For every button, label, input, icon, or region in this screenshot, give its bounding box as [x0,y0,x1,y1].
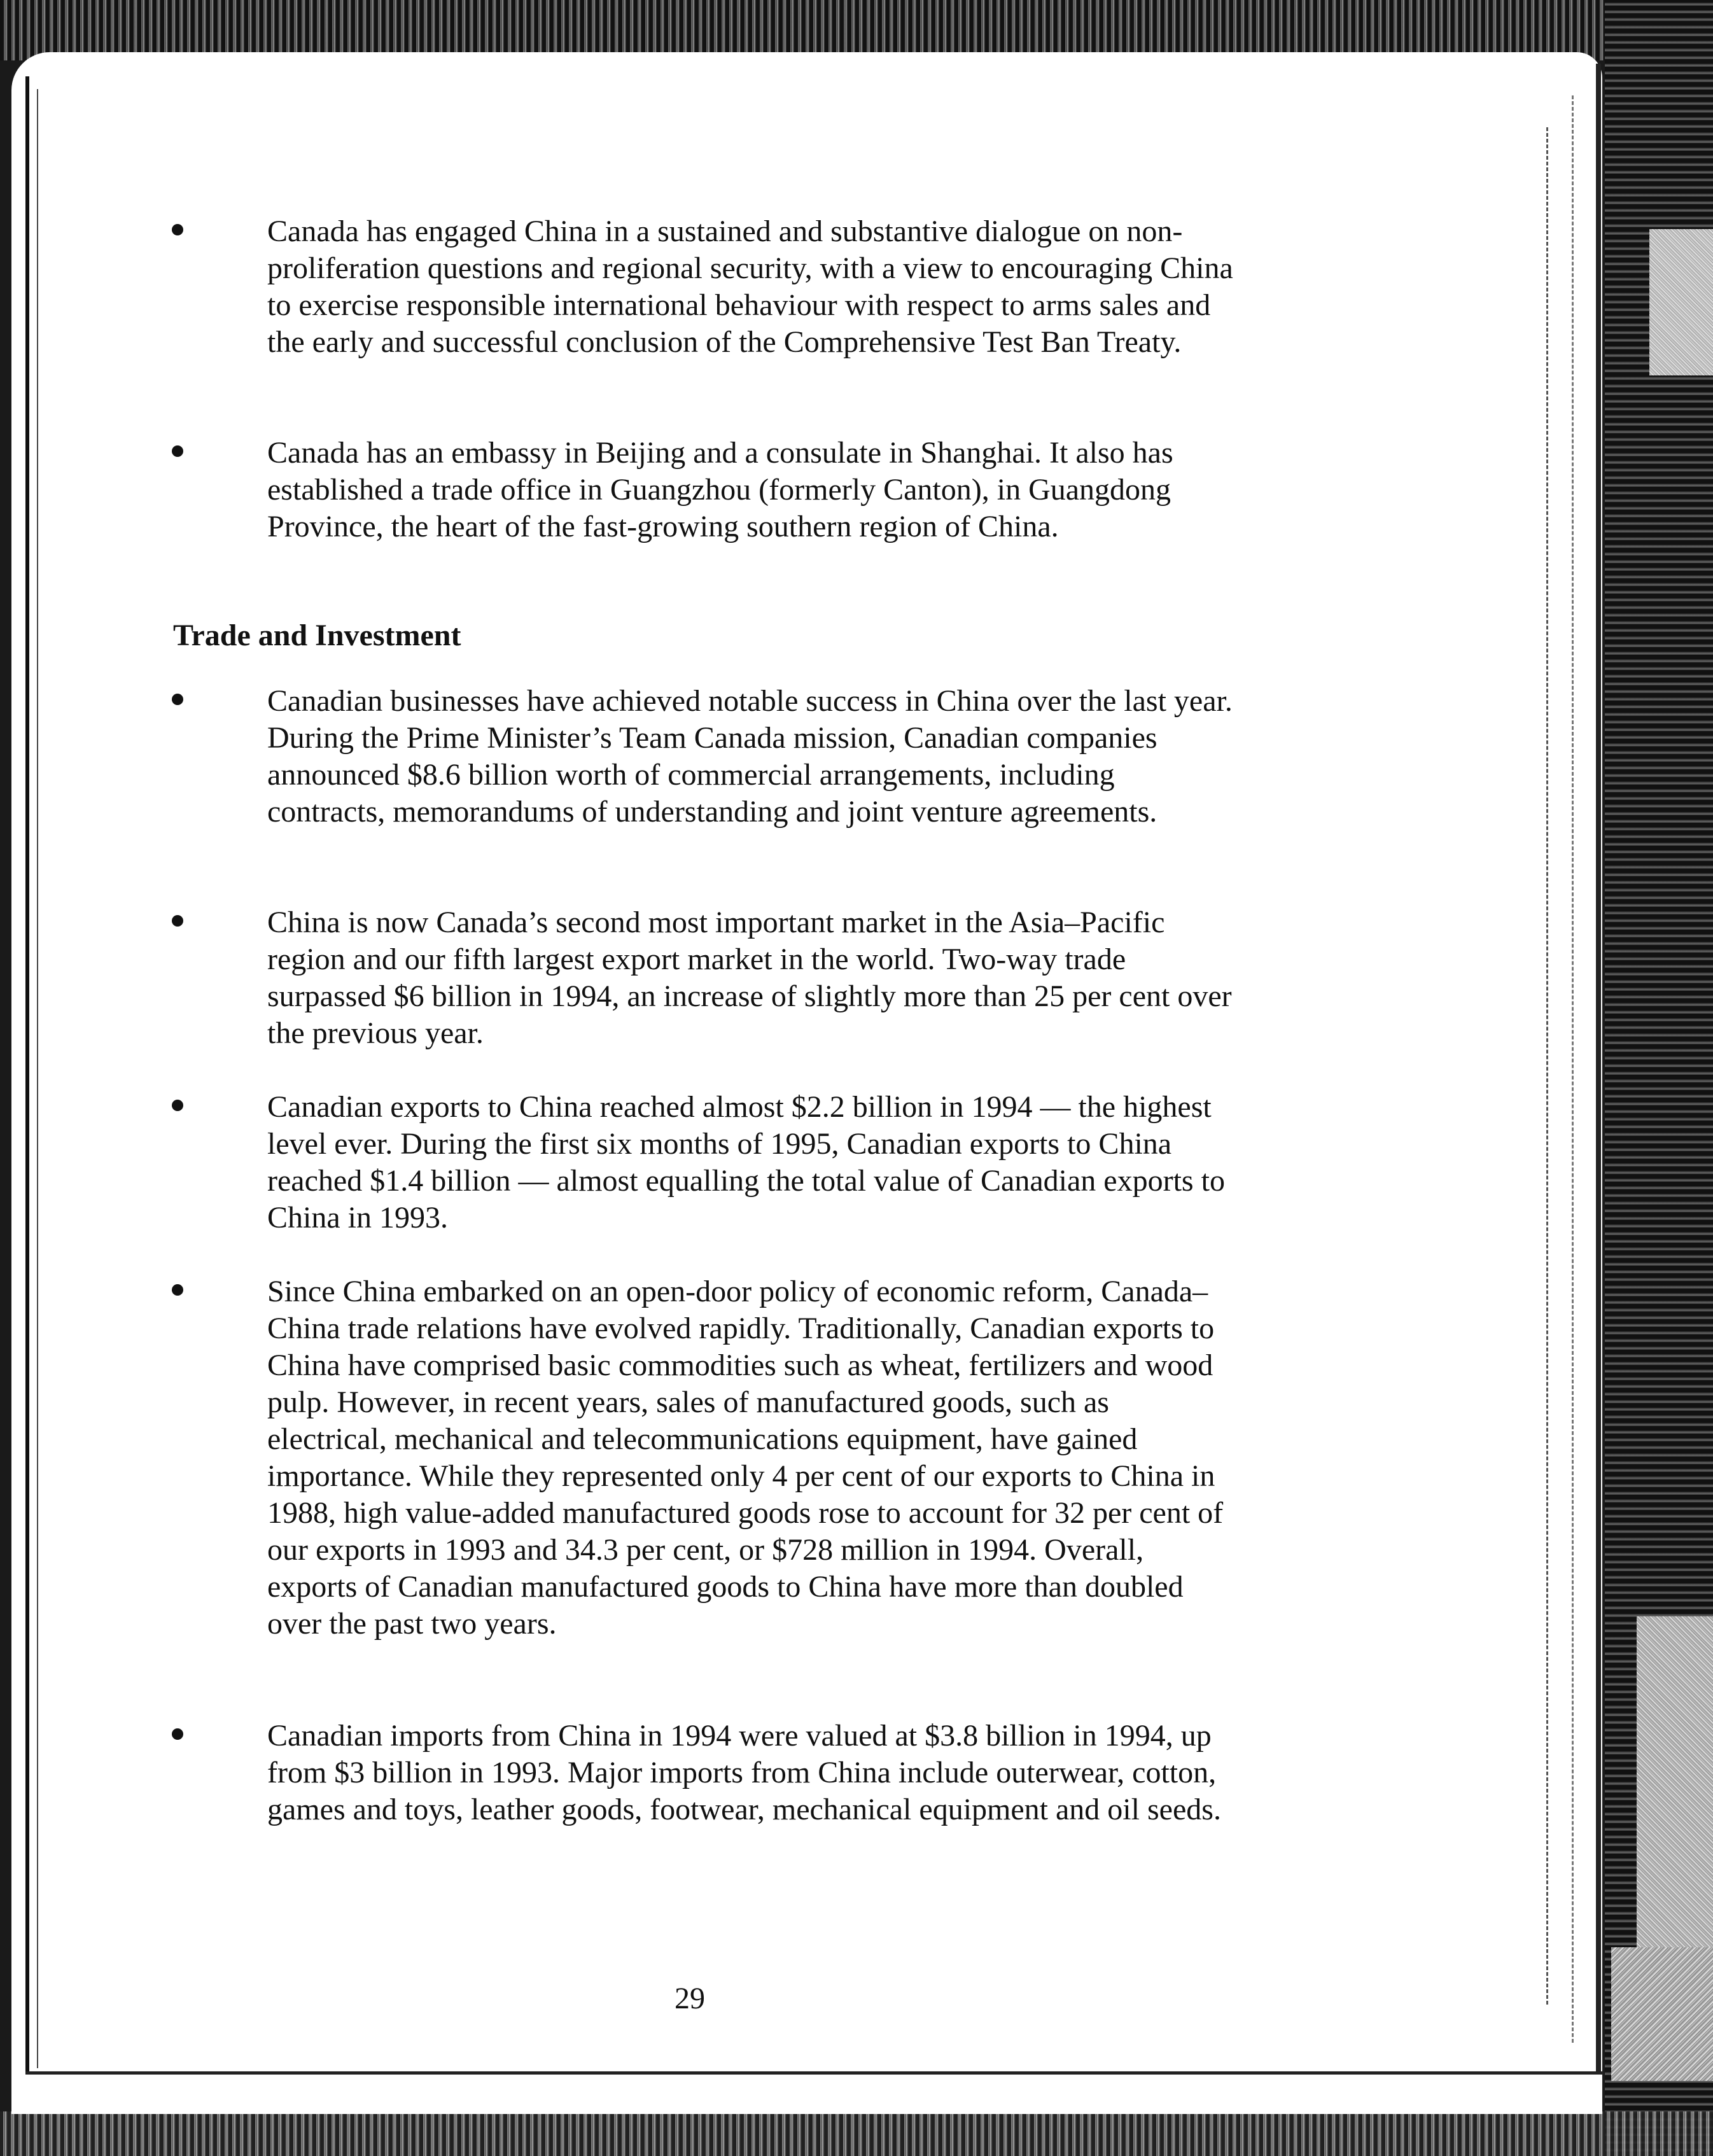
list-item: Canada has an embassy in Beijing and a consulate in Shanghai. It also has established a trade office in Guangzhou (formerly Canton), in Guangdong Province, the heart of the fast-growing southern region of China. [267,436,1173,543]
bullet-icon [172,915,183,927]
bullet-icon [172,1284,183,1296]
section-heading: Trade and Investment [173,619,461,652]
list-item: Since China embarked on an open-door policy of economic reform, Canada–China trade relations have evolved rapidly. Traditionally, Canadian exports to China have comprised basic commodities such as wheat, fertilizers and wood pulp. However, in recent years, sales of manufactured goods, such as electrical, mechanical and telecommunications equipment, have gained importance. While they represented only 4 per cent of our exports to China in 1988, high value-added manufactured goods rose to account for 32 per cent of our exports in 1993 and 34.3 per cent, or $728 million in 1994. Overall, exports of Canadian manufactured goods to China have more than doubled over the past two years. [267,1275,1224,1641]
list-item: Canadian imports from China in 1994 were valued at $3.8 billion in 1994, up from $3 billion in 1993. Major imports from China include outerwear, cotton, games and toys, leather goods, footwear, mechanical equipment and oil seeds. [267,1719,1221,1826]
list-item: Canadian businesses have achieved notable success in China over the last year. During the Prime Minister’s Team Canada mission, Canadian companies announced $8.6 billion worth of commercial arrangements, including contracts, memorandums of understanding and joint venture agreements. [267,684,1233,829]
bullet-icon [172,694,183,705]
bullet-icon [172,1100,183,1111]
list-item: Canada has engaged China in a sustained and substantive dialogue on non-proliferation questions and regional security, with a view to encouraging China to exercise responsible international behaviour with respect to arms sales and the early and successful conclusion of the Comprehensive Test Ban Treaty. [267,214,1233,359]
bullet-icon [172,1728,183,1740]
list-item: China is now Canada’s second most important market in the Asia–Pacific region and our fifth largest export market in the world. Two-way trade surpassed $6 billion in 1994, an increase of slightly more than 25 per cent over the previous year. [267,906,1232,1050]
bullet-icon [172,224,183,235]
page-number: 29 [675,1982,705,2015]
bullet-icon [172,445,183,457]
list-item: Canadian exports to China reached almost $2.2 billion in 1994 — the highest level ever. During the first six months of 1995, Canadian exports to China reached $1.4 billion — almost equalling the total value of Canadian exports to China in 1993. [267,1090,1225,1235]
